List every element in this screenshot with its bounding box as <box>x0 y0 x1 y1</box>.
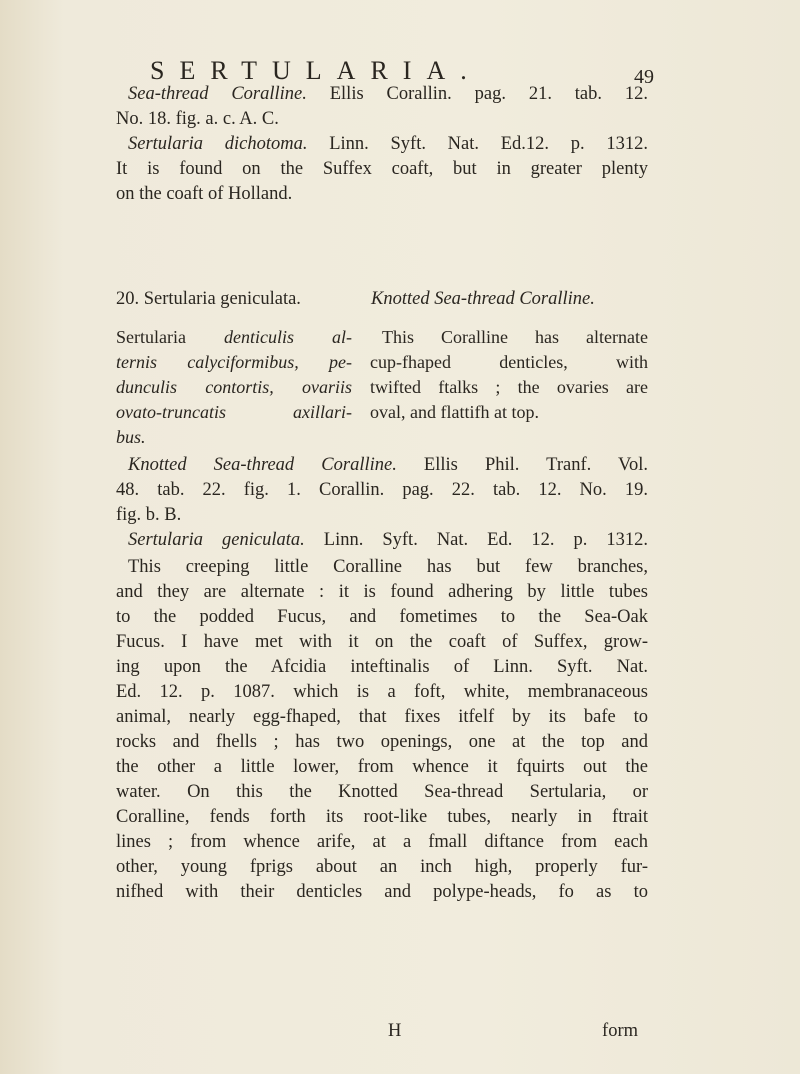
body-line: This creeping little Coralline has but few branches, <box>128 557 648 577</box>
ref-italic: Sea-thread Coralline. <box>128 84 307 104</box>
latin-roman: Sertularia <box>116 327 224 347</box>
body-line: to the podded Fucus, and fometimes to the Sea-Oak <box>116 607 648 627</box>
body-line <box>116 157 648 182</box>
body-line: other, young fprigs about an inch high, properly fur- <box>116 857 648 877</box>
ref-line <box>116 528 648 553</box>
english-line: cup-fhaped denticles, with <box>370 352 648 372</box>
ref-line <box>116 478 648 503</box>
latin-line <box>116 325 352 350</box>
body-line: Coralline, fends forth its root-like tubes, nearly in ftrait <box>116 807 648 827</box>
ref-line <box>116 82 648 107</box>
entry-common-name: Knotted Sea-thread Coralline. <box>371 289 595 309</box>
body-line: Fucus. I have met with it on the coaft of Suffex, grow- <box>116 632 648 652</box>
body-line: water. On this the Knotted Sea-thread Sertularia, or <box>116 782 648 802</box>
ref-text: 48. tab. 22. fig. 1. Corallin. pag. 22. tab. 12. No. 19. <box>116 480 648 500</box>
ref-text: Ellis Corallin. pag. 21. tab. 12. <box>306 84 648 104</box>
latin-description <box>116 325 352 450</box>
body-line: lines ; from whence arife, at a fmall diftance from each <box>116 832 648 852</box>
body-line: the other a little lower, from whence it fquirts out the <box>116 757 648 777</box>
latin-line <box>116 425 352 450</box>
page-footer <box>116 1021 648 1046</box>
ref-text: It is found on the Suffex coaft, but in greater plenty <box>116 159 648 179</box>
entry-number-title: 20. Sertularia geniculata. <box>116 289 301 309</box>
ref-line <box>116 503 648 528</box>
english-line: twifted ftalks ; the ovaries are <box>370 377 648 397</box>
latin-italic: ternis calyciformibus, pe- <box>116 352 352 372</box>
body-line: nifhed with their denticles and polype-heads, fo as to <box>116 882 648 902</box>
signature-mark: H <box>388 1021 402 1041</box>
body-line: and they are alternate : it is found adhering by little tubes <box>116 582 648 602</box>
ref-line <box>116 132 648 157</box>
body-line <box>116 182 648 207</box>
catchword: form <box>602 1021 638 1041</box>
ref-text: Linn. Syft. Nat. Ed. 12. p. 1312. <box>304 530 649 550</box>
body-line: ing upon the Afcidia inteftinalis of Linn. Syft. Nat. <box>116 657 648 677</box>
english-description <box>370 325 648 425</box>
running-head: SERTULARIA. <box>150 56 482 85</box>
body-line: Ed. 12. p. 1087. which is a foft, white, membranaceous <box>116 682 648 702</box>
ref-text: Linn. Syft. Nat. Ed.12. p. 1312. <box>307 134 648 154</box>
ref-text: on the coaft of Holland. <box>116 184 293 204</box>
ref-italic: Sertularia dichotoma. <box>128 134 308 154</box>
ref-text: No. 18. fig. a. c. A. C. <box>116 109 279 129</box>
ref-line <box>116 453 648 478</box>
top-block <box>116 82 648 207</box>
latin-italic: bus. <box>116 427 146 447</box>
body-line: rocks and fhells ; has two openings, one at the top and <box>116 732 648 752</box>
latin-italic: ovato-truncatis axillari- <box>116 402 352 422</box>
ref-text: Ellis Phil. Tranf. Vol. <box>396 455 648 475</box>
page-number: 49 <box>634 66 654 88</box>
ref-italic: Sertularia geniculata. <box>128 530 305 550</box>
latin-italic: dunculis contortis, ovariis <box>116 377 352 397</box>
ref-italic: Knotted Sea-thread Coralline. <box>128 455 397 475</box>
body-paragraph <box>116 555 648 905</box>
latin-italic: denticulis al- <box>224 327 352 347</box>
ref-line <box>116 107 648 132</box>
references <box>116 453 648 553</box>
latin-line <box>116 350 352 375</box>
ref-text: fig. b. B. <box>116 505 182 525</box>
latin-line <box>116 400 352 425</box>
latin-line <box>116 375 352 400</box>
body-line: animal, nearly egg-fhaped, that fixes itfelf by its bafe to <box>116 707 648 727</box>
english-line: This Coralline has alternate <box>382 327 648 347</box>
english-line: oval, and flattifh at top. <box>370 402 539 422</box>
